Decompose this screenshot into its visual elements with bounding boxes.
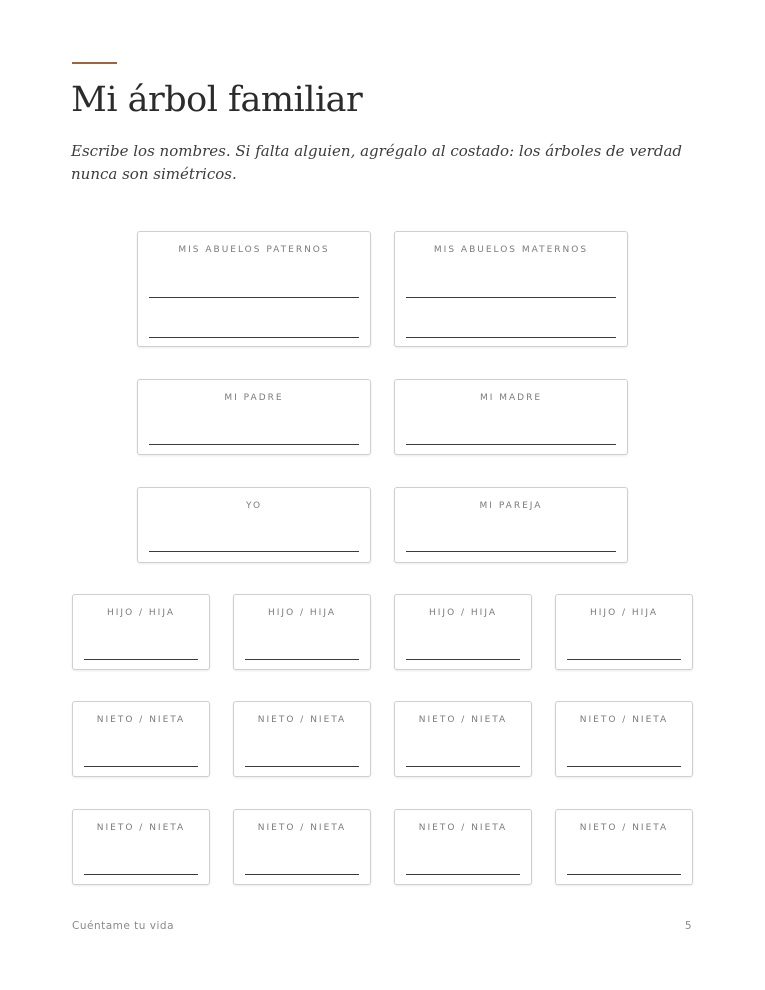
card-child <box>555 594 693 670</box>
card-child <box>394 594 532 670</box>
page-title: Mi árbol familiar <box>71 80 363 120</box>
write-line[interactable] <box>567 766 681 767</box>
write-line[interactable] <box>406 337 616 338</box>
card-label: MI PADRE <box>224 393 284 403</box>
write-line[interactable] <box>406 659 520 660</box>
card-label: NIETO / NIETA <box>418 823 508 833</box>
card-grandchild <box>555 701 693 777</box>
card-label: NIETO / NIETA <box>257 823 347 833</box>
card-grandchild <box>72 809 210 885</box>
card-grandchild <box>394 701 532 777</box>
write-line[interactable] <box>245 874 359 875</box>
card-label: HIJO / HIJA <box>429 608 497 618</box>
card-paternal-grandparents <box>137 231 371 347</box>
card-partner <box>394 487 628 563</box>
card-label: NIETO / NIETA <box>418 715 508 725</box>
intro-text: Escribe los nombres. Si falta alguien, agrégalo al costado: los árboles de verdad nunca son simétricos. <box>71 142 682 183</box>
write-line[interactable] <box>84 659 198 660</box>
card-grandchild <box>233 809 371 885</box>
card-label: NIETO / NIETA <box>579 715 669 725</box>
card-label: HIJO / HIJA <box>268 608 336 618</box>
card-label: NIETO / NIETA <box>96 823 186 833</box>
write-line[interactable] <box>406 551 616 552</box>
write-line[interactable] <box>245 659 359 660</box>
card-child <box>233 594 371 670</box>
card-label: MIS ABUELOS PATERNOS <box>178 245 330 255</box>
card-grandchild <box>394 809 532 885</box>
write-line[interactable] <box>84 766 198 767</box>
card-label: MI PAREJA <box>479 501 543 511</box>
write-line[interactable] <box>406 766 520 767</box>
card-self <box>137 487 371 563</box>
footer-book-title: Cuéntame tu vida <box>72 920 175 932</box>
write-line[interactable] <box>149 297 359 298</box>
write-line[interactable] <box>567 874 681 875</box>
card-grandchild <box>233 701 371 777</box>
write-line[interactable] <box>245 766 359 767</box>
card-maternal-grandparents <box>394 231 628 347</box>
card-label: NIETO / NIETA <box>96 715 186 725</box>
write-line[interactable] <box>149 551 359 552</box>
accent-rule <box>72 62 117 64</box>
write-line[interactable] <box>406 874 520 875</box>
write-line[interactable] <box>84 874 198 875</box>
card-label: YO <box>245 501 263 511</box>
write-line[interactable] <box>149 337 359 338</box>
card-mother <box>394 379 628 455</box>
card-father <box>137 379 371 455</box>
card-label: NIETO / NIETA <box>579 823 669 833</box>
write-line[interactable] <box>406 297 616 298</box>
card-label: HIJO / HIJA <box>107 608 175 618</box>
card-grandchild <box>72 701 210 777</box>
write-line[interactable] <box>406 444 616 445</box>
write-line[interactable] <box>567 659 681 660</box>
card-label: MIS ABUELOS MATERNOS <box>433 245 589 255</box>
card-label: HIJO / HIJA <box>590 608 658 618</box>
write-line[interactable] <box>149 444 359 445</box>
card-child <box>72 594 210 670</box>
footer-page-number: 5 <box>684 920 692 932</box>
card-label: MI MADRE <box>479 393 543 403</box>
card-grandchild <box>555 809 693 885</box>
card-label: NIETO / NIETA <box>257 715 347 725</box>
